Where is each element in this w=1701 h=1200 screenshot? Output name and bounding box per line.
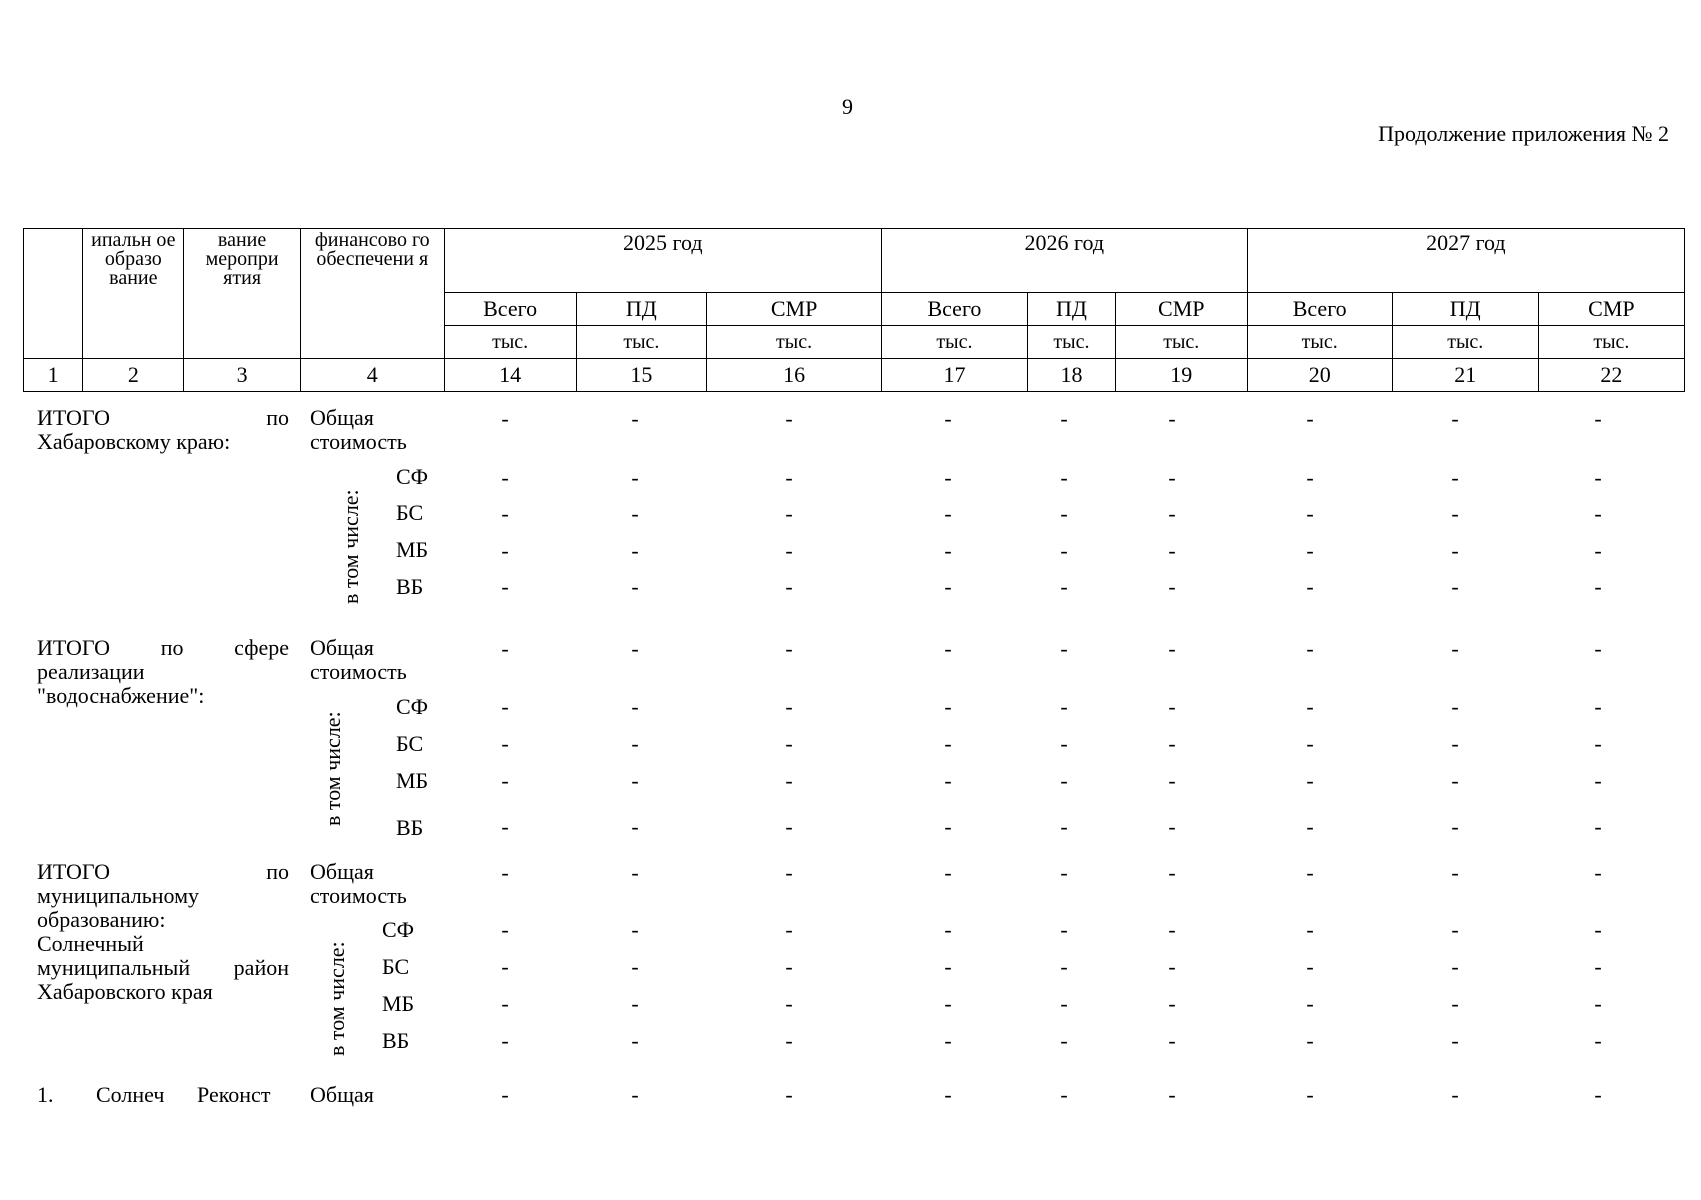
column-number: 17 [881, 359, 1027, 392]
source-mb: МБ [396, 768, 429, 793]
value-dash: - [631, 954, 639, 979]
value-dash: - [1168, 1082, 1176, 1107]
value-dash: - [1306, 501, 1314, 526]
col1-header [24, 229, 83, 359]
value-dash: - [1451, 814, 1459, 839]
item-cost-label: Общая [310, 1082, 374, 1107]
value-dash: - [1060, 501, 1068, 526]
value-dash: - [1451, 538, 1459, 563]
page-number: 9 [842, 94, 853, 119]
value-dash: - [1306, 917, 1314, 942]
value-dash: - [1594, 694, 1602, 719]
label-line: муниципальный район [37, 955, 289, 980]
value-dash: - [1306, 694, 1314, 719]
value-dash: - [501, 465, 509, 490]
value-dash: - [944, 694, 952, 719]
value-dash: - [1594, 814, 1602, 839]
value-dash: - [1306, 406, 1314, 431]
value-dash: - [501, 1082, 509, 1107]
label-line: ИТОГО по сфере [37, 635, 289, 660]
value-dash: - [1168, 636, 1176, 661]
value-dash: - [1168, 465, 1176, 490]
value-dash: - [1168, 768, 1176, 793]
value-dash: - [1168, 814, 1176, 839]
value-dash: - [1168, 501, 1176, 526]
value-dash: - [944, 501, 952, 526]
year-2027-header: 2027 год [1247, 229, 1684, 293]
value-dash: - [1060, 954, 1068, 979]
value-dash: - [785, 731, 793, 756]
sub-header: СМР [707, 293, 882, 326]
sub-header: Всего [881, 293, 1027, 326]
source-bs: БС [396, 500, 424, 525]
value-dash: - [501, 538, 509, 563]
label-line: реализации [37, 659, 145, 684]
column-number: 21 [1392, 359, 1538, 392]
source-sf: СФ [396, 694, 429, 719]
value-dash: - [631, 406, 639, 431]
column-number: 15 [576, 359, 707, 392]
label-line: "водоснабжение": [37, 683, 205, 708]
value-dash: - [1594, 501, 1602, 526]
label-line: муниципальному [37, 883, 200, 908]
value-dash: - [631, 501, 639, 526]
col4-header: финансово го обеспечени я [300, 229, 444, 359]
value-dash: - [501, 406, 509, 431]
value-dash: - [1451, 768, 1459, 793]
value-dash: - [1451, 406, 1459, 431]
value-dash: - [944, 954, 952, 979]
label-line: ИТОГО по [37, 405, 289, 430]
value-dash: - [1168, 538, 1176, 563]
value-dash: - [1060, 636, 1068, 661]
column-number: 4 [300, 359, 444, 392]
label-line: Солнечный [37, 931, 144, 956]
value-dash: - [944, 465, 952, 490]
value-dash: - [631, 574, 639, 599]
value-dash: - [631, 917, 639, 942]
unit-cell: тыс. [576, 326, 707, 359]
item-event: Реконст [197, 1082, 271, 1107]
block-label [37, 636, 289, 708]
value-dash: - [631, 991, 639, 1016]
value-dash: - [785, 954, 793, 979]
block-label [37, 406, 289, 454]
value-dash: - [631, 860, 639, 885]
total-cost-label: Общая стоимость [310, 635, 407, 684]
value-dash: - [1594, 538, 1602, 563]
total-cost-label: Общая стоимость [310, 859, 407, 908]
sub-header: Всего [1247, 293, 1392, 326]
value-dash: - [631, 1082, 639, 1107]
value-dash: - [785, 465, 793, 490]
continuation-note: Продолжение приложения № 2 [1378, 121, 1669, 146]
in-total-label: в том числе: [324, 941, 349, 1056]
value-dash: - [631, 636, 639, 661]
value-dash: - [1060, 814, 1068, 839]
value-dash: - [1451, 465, 1459, 490]
value-dash: - [501, 860, 509, 885]
value-dash: - [1594, 954, 1602, 979]
source-sf: СФ [382, 917, 415, 942]
value-dash: - [1594, 731, 1602, 756]
value-dash: - [1306, 731, 1314, 756]
value-dash: - [944, 860, 952, 885]
value-dash: - [501, 917, 509, 942]
value-dash: - [785, 814, 793, 839]
value-dash: - [1060, 731, 1068, 756]
unit-cell: тыс. [707, 326, 882, 359]
value-dash: - [1060, 465, 1068, 490]
value-dash: - [785, 574, 793, 599]
value-dash: - [1060, 406, 1068, 431]
value-dash: - [944, 814, 952, 839]
column-number: 19 [1115, 359, 1247, 392]
value-dash: - [1060, 1082, 1068, 1107]
value-dash: - [501, 954, 509, 979]
value-dash: - [785, 768, 793, 793]
value-dash: - [1594, 1028, 1602, 1053]
in-total-label: в том числе: [320, 711, 345, 826]
source-bs: БС [396, 731, 424, 756]
column-number: 1 [24, 359, 83, 392]
year-2026-header: 2026 год [881, 229, 1247, 293]
item-municipality: Солнеч [96, 1082, 165, 1107]
value-dash: - [1168, 860, 1176, 885]
value-dash: - [1060, 991, 1068, 1016]
block-label [37, 860, 289, 1004]
value-dash: - [1594, 1082, 1602, 1107]
value-dash: - [501, 501, 509, 526]
value-dash: - [1060, 917, 1068, 942]
value-dash: - [1451, 860, 1459, 885]
value-dash: - [1306, 574, 1314, 599]
total-cost-label: Общая стоимость [310, 405, 407, 454]
source-mb: МБ [382, 991, 415, 1016]
value-dash: - [785, 636, 793, 661]
unit-cell: тыс. [1028, 326, 1116, 359]
column-number: 20 [1247, 359, 1392, 392]
value-dash: - [1060, 860, 1068, 885]
value-dash: - [944, 406, 952, 431]
source-vb: ВБ [382, 1028, 410, 1053]
column-number: 14 [444, 359, 576, 392]
value-dash: - [785, 1082, 793, 1107]
value-dash: - [944, 574, 952, 599]
year-2025-header: 2025 год [444, 229, 881, 293]
source-bs: БС [382, 954, 410, 979]
col3-header: вание меропри ятия [184, 229, 300, 359]
column-number: 18 [1028, 359, 1116, 392]
unit-cell: тыс. [881, 326, 1027, 359]
value-dash: - [1594, 465, 1602, 490]
value-dash: - [1060, 538, 1068, 563]
sub-header: ПД [1392, 293, 1538, 326]
value-dash: - [1306, 860, 1314, 885]
value-dash: - [631, 814, 639, 839]
value-dash: - [1451, 501, 1459, 526]
col2-header: ипальн ое образо вание [83, 229, 184, 359]
value-dash: - [501, 991, 509, 1016]
sub-header: ПД [1028, 293, 1116, 326]
value-dash: - [1168, 1028, 1176, 1053]
value-dash: - [1594, 991, 1602, 1016]
value-dash: - [1451, 954, 1459, 979]
sub-header: Всего [444, 293, 576, 326]
value-dash: - [501, 814, 509, 839]
column-number: 2 [83, 359, 184, 392]
value-dash: - [1594, 860, 1602, 885]
value-dash: - [631, 465, 639, 490]
value-dash: - [1306, 1028, 1314, 1053]
value-dash: - [1451, 1082, 1459, 1107]
value-dash: - [1168, 954, 1176, 979]
value-dash: - [1060, 574, 1068, 599]
source-vb: ВБ [396, 815, 424, 840]
unit-cell: тыс. [1247, 326, 1392, 359]
value-dash: - [1451, 694, 1459, 719]
sub-header: ПД [576, 293, 707, 326]
value-dash: - [785, 406, 793, 431]
value-dash: - [501, 1028, 509, 1053]
value-dash: - [944, 1028, 952, 1053]
sub-header: СМР [1538, 293, 1684, 326]
value-dash: - [785, 694, 793, 719]
source-vb: ВБ [396, 574, 424, 599]
item-number: 1. [37, 1082, 54, 1107]
value-dash: - [944, 768, 952, 793]
in-total-label: в том числе: [338, 489, 363, 604]
value-dash: - [1306, 538, 1314, 563]
value-dash: - [1168, 406, 1176, 431]
value-dash: - [1168, 694, 1176, 719]
source-mb: МБ [396, 537, 429, 562]
value-dash: - [1306, 954, 1314, 979]
column-number: 16 [707, 359, 882, 392]
unit-cell: тыс. [1392, 326, 1538, 359]
value-dash: - [944, 991, 952, 1016]
value-dash: - [944, 636, 952, 661]
value-dash: - [1306, 636, 1314, 661]
column-number: 3 [184, 359, 300, 392]
value-dash: - [1451, 636, 1459, 661]
value-dash: - [1306, 768, 1314, 793]
value-dash: - [1060, 768, 1068, 793]
value-dash: - [1060, 694, 1068, 719]
value-dash: - [1168, 991, 1176, 1016]
value-dash: - [501, 636, 509, 661]
value-dash: - [1168, 731, 1176, 756]
value-dash: - [785, 501, 793, 526]
value-dash: - [1168, 574, 1176, 599]
label-line: ИТОГО по [37, 859, 289, 884]
value-dash: - [1594, 636, 1602, 661]
value-dash: - [501, 731, 509, 756]
value-dash: - [785, 917, 793, 942]
value-dash: - [1306, 1082, 1314, 1107]
header-table [23, 228, 1685, 392]
value-dash: - [944, 731, 952, 756]
value-dash: - [631, 731, 639, 756]
value-dash: - [1451, 917, 1459, 942]
value-dash: - [1306, 991, 1314, 1016]
value-dash: - [501, 694, 509, 719]
value-dash: - [944, 917, 952, 942]
value-dash: - [1306, 814, 1314, 839]
value-dash: - [631, 1028, 639, 1053]
value-dash: - [785, 1028, 793, 1053]
value-dash: - [1451, 731, 1459, 756]
value-dash: - [1594, 917, 1602, 942]
value-dash: - [1451, 574, 1459, 599]
label-line: Хабаровского края [37, 979, 213, 1004]
label-line: образованию: [37, 907, 166, 932]
value-dash: - [1060, 1028, 1068, 1053]
value-dash: - [785, 991, 793, 1016]
value-dash: - [1168, 917, 1176, 942]
column-number: 22 [1538, 359, 1684, 392]
unit-cell: тыс. [444, 326, 576, 359]
value-dash: - [1594, 574, 1602, 599]
value-dash: - [1594, 768, 1602, 793]
sub-header: СМР [1115, 293, 1247, 326]
value-dash: - [1451, 991, 1459, 1016]
value-dash: - [631, 538, 639, 563]
unit-cell: тыс. [1538, 326, 1684, 359]
value-dash: - [944, 538, 952, 563]
unit-cell: тыс. [1115, 326, 1247, 359]
value-dash: - [501, 768, 509, 793]
value-dash: - [944, 1082, 952, 1107]
value-dash: - [631, 768, 639, 793]
value-dash: - [1594, 406, 1602, 431]
value-dash: - [785, 538, 793, 563]
value-dash: - [631, 694, 639, 719]
value-dash: - [501, 574, 509, 599]
source-sf: СФ [396, 464, 429, 489]
label-line: Хабаровскому краю: [37, 429, 231, 454]
value-dash: - [1451, 1028, 1459, 1053]
value-dash: - [785, 860, 793, 885]
value-dash: - [1306, 465, 1314, 490]
